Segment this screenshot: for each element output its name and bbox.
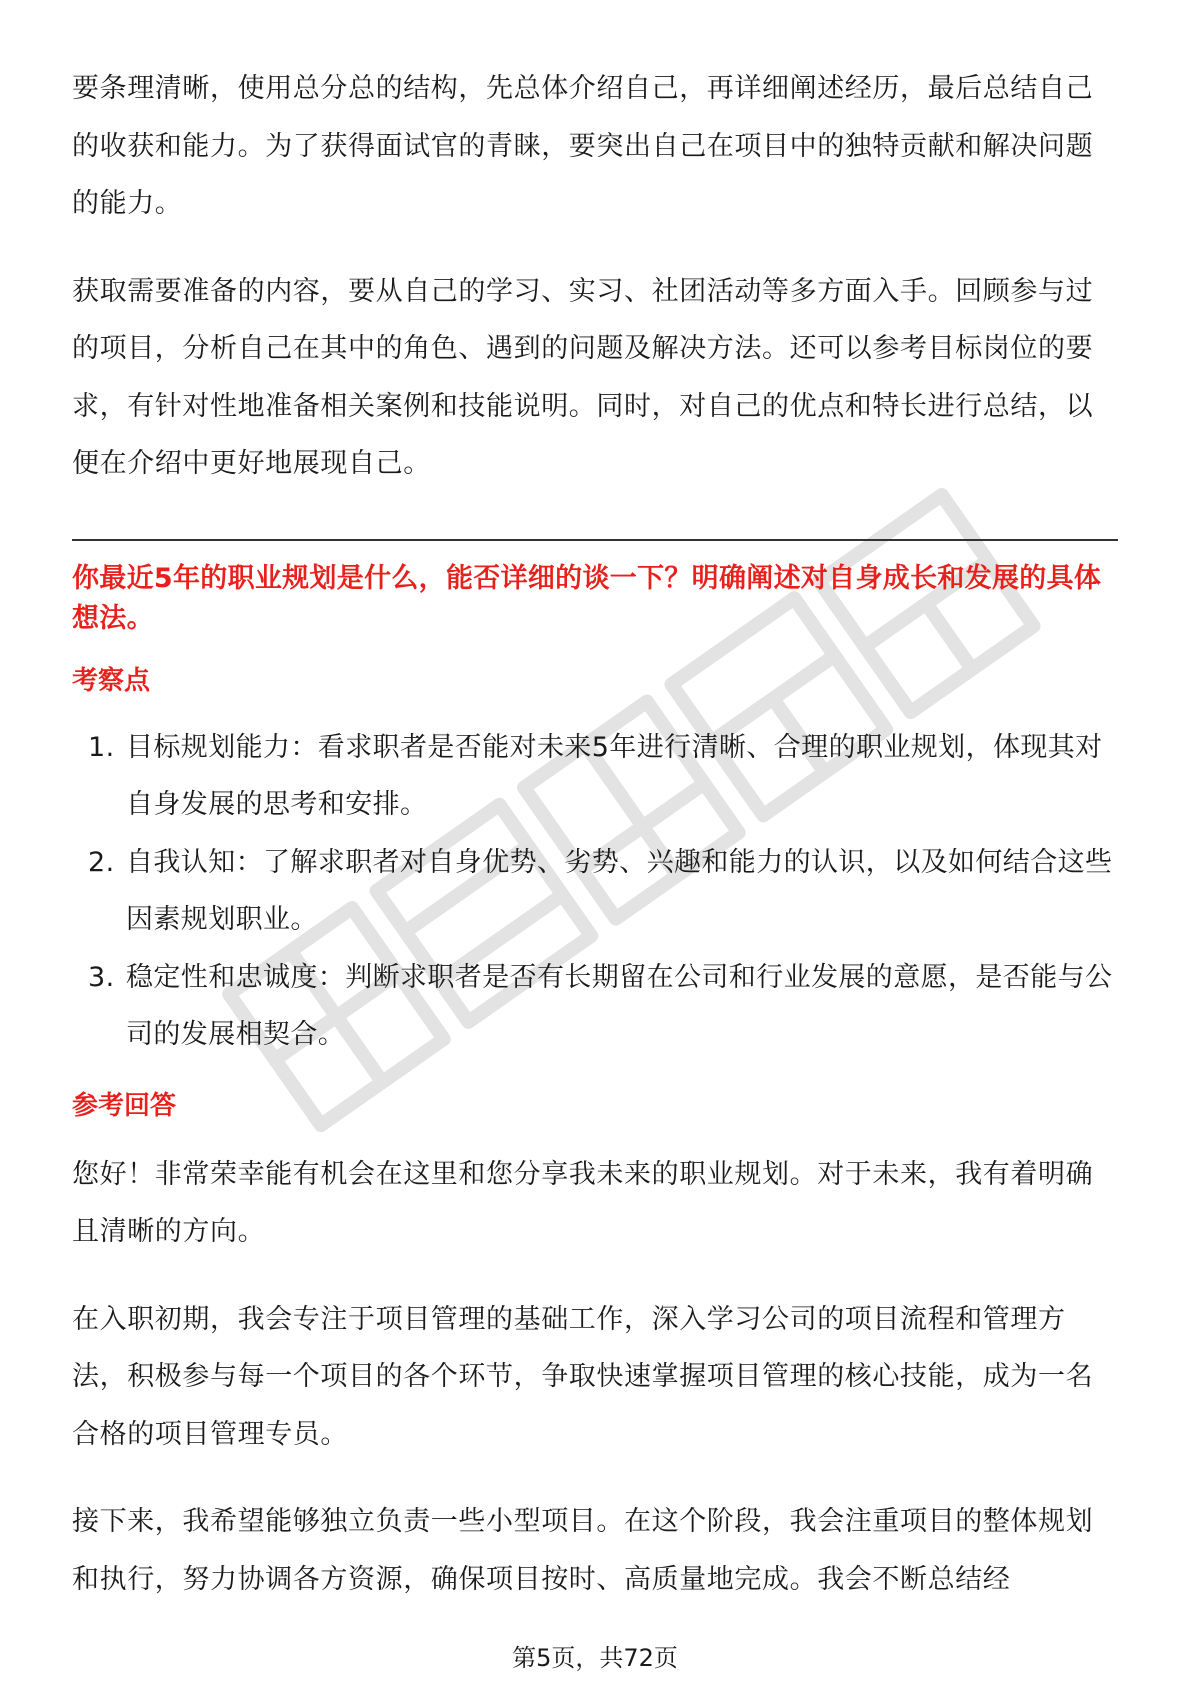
interview-question: 你最近5年的职业规划是什么，能否详细的谈一下？明确阐述对自身成长和发展的具体想法。 xyxy=(72,562,1102,634)
focus-heading: 考察点 xyxy=(72,665,151,696)
focus-point-text: 自我认知：了解求职者对自身优势、劣势、兴趣和能力的认识，以及如何结合这些因素规划职业。 xyxy=(126,846,1113,935)
focus-point-text: 稳定性和忠诚度：判断求职者是否有长期留在公司和行业发展的意愿，是否能与公司的发展相契合。 xyxy=(126,961,1113,1050)
page-footer: 第5页，共72页 xyxy=(512,1644,678,1672)
focus-point xyxy=(72,949,1118,1064)
focus-point xyxy=(72,719,1118,834)
section-divider xyxy=(72,539,1118,541)
intro-paragraph-2: 获取需要准备的内容，要从自己的学习、实习、社团活动等多方面入手。回顾参与过的项目，分析自己在其中的角色、遇到的问题及解决方法。还可以参考目标岗位的要求，有针对性地准备相关案例和技能说明。同时，对自己的优点和特长进行总结，以便在介绍中更好地展现自己。 xyxy=(72,275,1094,479)
answer-heading: 参考回答 xyxy=(72,1090,177,1121)
focus-point xyxy=(72,834,1118,949)
focus-point-text: 目标规划能力：看求职者是否能对未来5年进行清晰、合理的职业规划，体现其对自身发展的思考和安排。 xyxy=(126,731,1103,820)
answer-paragraph-2: 在入职初期，我会专注于项目管理的基础工作，深入学习公司的项目流程和管理方法，积极参与每一个项目的各个环节，争取快速掌握项目管理的核心技能，成为一名合格的项目管理专员。 xyxy=(72,1303,1094,1450)
focus-point-number: 2. xyxy=(88,846,115,878)
focus-point-number: 1. xyxy=(88,731,115,763)
focus-point-number: 3. xyxy=(88,961,115,993)
answer-paragraph-1: 您好！非常荣幸能有机会在这里和您分享我未来的职业规划。对于未来，我有着明确且清晰的方向。 xyxy=(72,1158,1094,1247)
focus-points-list xyxy=(72,719,1118,1064)
intro-paragraph-1: 要条理清晰，使用总分总的结构，先总体介绍自己，再详细阐述经历，最后总结自己的收获和能力。为了获得面试官的青睐，要突出自己在项目中的独特贡献和解决问题的能力。 xyxy=(72,73,1094,219)
main-content xyxy=(72,60,1118,1608)
answer-paragraph-3: 接下来，我希望能够独立负责一些小型项目。在这个阶段，我会注重项目的整体规划和执行，努力协调各方资源，确保项目按时、高质量地完成。我会不断总结经 xyxy=(72,1506,1094,1595)
